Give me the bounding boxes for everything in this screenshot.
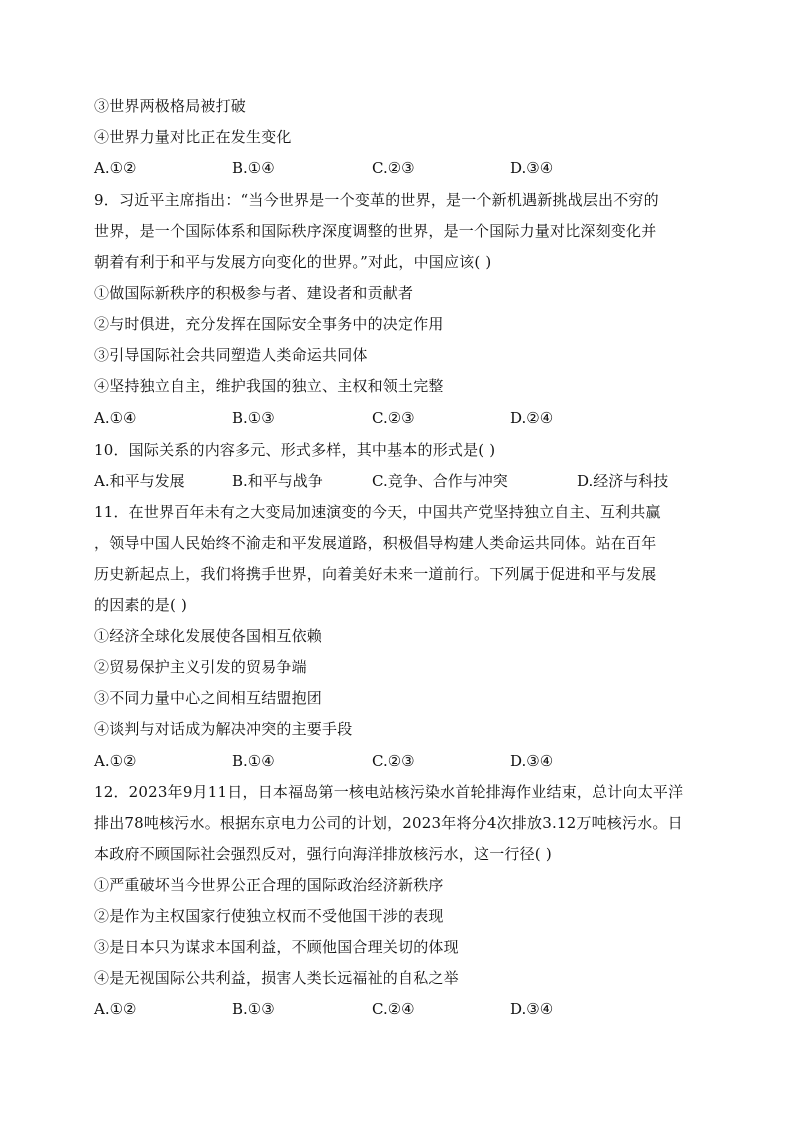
q10-option-b: B.和平与战争 [232,472,323,490]
q12-item-4: ④是无视国际公共利益，损害人类长远福祉的自私之举 [94,969,459,987]
q12-option-a: A.①② [94,1000,137,1018]
q11-stem-line-1: 11．在世界百年未有之大变局加速演变的今天，中国共产党坚持独立自主、互利共赢 [94,503,661,521]
q11-option-b: B.①④ [232,752,275,770]
q12-option-d: D.③④ [510,1000,554,1018]
q9-item-2: ②与时俱进，充分发挥在国际安全事务中的决定作用 [94,315,444,333]
q11-option-d: D.③④ [510,752,554,770]
q9-option-b: B.①③ [232,409,275,427]
q8-item-3: ③世界两极格局被打破 [94,97,247,115]
q8-option-d: D.③④ [510,159,554,177]
q8-item-4: ④世界力量对比正在发生变化 [94,128,292,146]
q11-option-c: C.②③ [372,752,415,770]
q10-stem: 10．国际关系的内容多元、形式多样，其中基本的形式是( ) [94,441,496,459]
q12-stem-line-3: 本政府不顾国际社会强烈反对，强行向海洋排放核污水，这一行径( ) [94,845,552,863]
q11-item-4: ④谈判与对话成为解决冲突的主要手段 [94,720,353,738]
q11-item-3: ③不同力量中心之间相互结盟抱团 [94,689,323,707]
q12-stem-line-1: 12．2023年9月11日，日本福岛第一核电站核污染水首轮排海作业结束，总计向太平洋 [94,783,684,801]
q12-option-b: B.①③ [232,1000,275,1018]
q8-option-a: A.①② [94,159,137,177]
q12-stem-line-2: 排出78吨核污水。根据东京电力公司的计划，2023年将分4次排放3.12万吨核污水。日 [94,814,683,832]
q11-option-a: A.①② [94,752,137,770]
q12-item-2: ②是作为主权国家行使独立权而不受他国干涉的表现 [94,907,444,925]
q9-stem-line-2: 世界，是一个国际体系和国际秩序深度调整的世界，是一个国际力量对比深刻变化并 [94,222,657,240]
q11-item-2: ②贸易保护主义引发的贸易争端 [94,658,307,676]
q9-item-4: ④坚持独立自主，维护我国的独立、主权和领土完整 [94,377,444,395]
q10-option-a: A.和平与发展 [94,472,185,490]
q12-item-1: ①严重破坏当今世界公正合理的国际政治经济新秩序 [94,876,444,894]
q10-option-d: D.经济与科技 [577,472,669,490]
q12-item-3: ③是日本只为谋求本国利益，不顾他国合理关切的体现 [94,938,459,956]
q11-stem-line-3: 历史新起点上，我们将携手世界，向着美好未来一道前行。下列属于促进和平与发展 [94,565,657,583]
q11-stem-line-4: 的因素的是( ) [94,596,188,614]
q12-option-c: C.②④ [372,1000,415,1018]
q9-stem-line-3: 朝着有利于和平与发展方向变化的世界。”对此，中国应该( ) [94,253,492,271]
q11-stem-line-2: ，领导中国人民始终不渝走和平发展道路，积极倡导构建人类命运共同体。站在百年 [94,534,657,552]
q10-option-c: C.竞争、合作与冲突 [372,472,508,490]
q8-option-c: C.②③ [372,159,415,177]
q9-option-c: C.②③ [372,409,415,427]
q9-option-a: A.①④ [94,409,137,427]
q9-stem-line-1: 9．习近平主席指出：“当今世界是一个变革的世界，是一个新机遇新挑战层出不穷的 [94,191,659,209]
q9-item-1: ①做国际新秩序的积极参与者、建设者和贡献者 [94,284,414,302]
q8-option-b: B.①④ [232,159,275,177]
q11-item-1: ①经济全球化发展使各国相互依赖 [94,627,323,645]
q9-item-3: ③引导国际社会共同塑造人类命运共同体 [94,346,368,364]
q9-option-d: D.②④ [510,409,554,427]
